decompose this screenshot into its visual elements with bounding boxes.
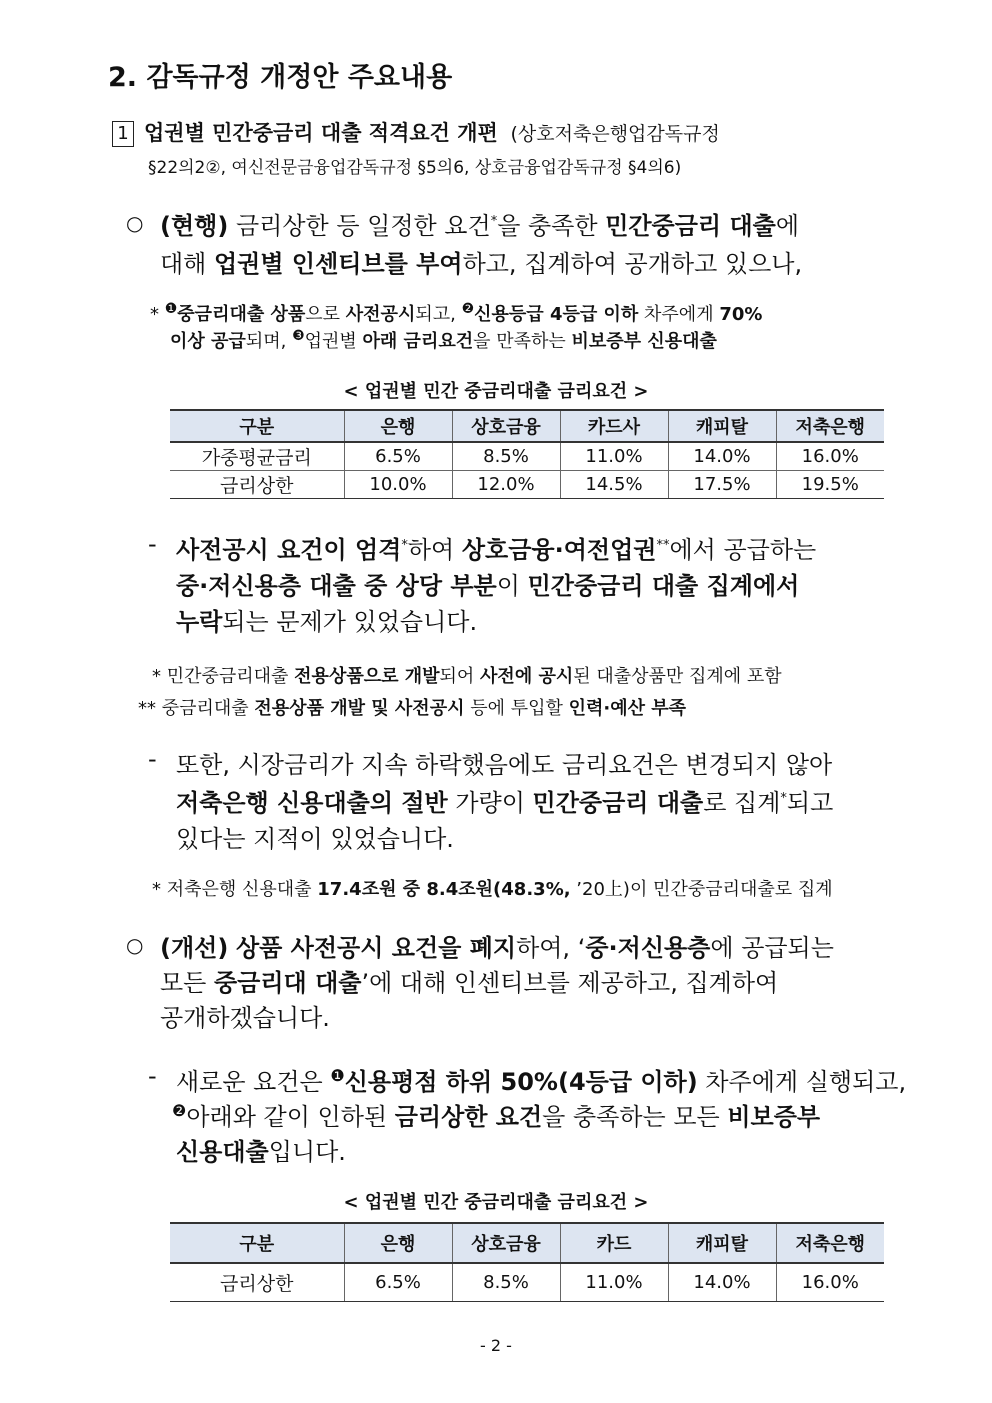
dash-text: 되는 문제가 있었습니다. — [222, 608, 478, 636]
note-bold: 전용상품 개발 및 사전공시 — [254, 698, 465, 719]
table-header-row — [170, 1223, 884, 1263]
table-cell: 14.5% — [560, 471, 668, 499]
dash3-bullet: - — [148, 1062, 157, 1090]
note4 — [152, 875, 833, 901]
current-tag: (현행) — [160, 212, 229, 240]
note-text: 저축은행 신용대출 — [166, 879, 318, 900]
note1-line2 — [170, 327, 717, 353]
item-number-box: 1 — [112, 121, 134, 147]
dash-text: 에서 공급하는 — [669, 536, 817, 564]
note-text: 업권별 — [304, 331, 363, 352]
note-star: * — [152, 879, 161, 900]
dash-text: 아래와 같이 인하된 — [186, 1103, 395, 1131]
current-text: 에 — [775, 212, 800, 240]
dash3-line2 — [172, 1097, 820, 1132]
table-header-cell: 은행 — [344, 410, 452, 442]
current-text: 대해 — [160, 250, 214, 278]
dash2-line3: 있다는 지적이 있었습니다. — [176, 825, 454, 853]
dash-bold: 상호금융·여전업권 — [461, 536, 657, 564]
note-text: 등에 투입할 — [464, 698, 569, 719]
dash-text: 차주에게 실행되고, — [697, 1068, 907, 1096]
note-text: 을 만족하는 — [473, 331, 572, 352]
note-text: 민간중금리대출 — [166, 666, 295, 687]
note1-line1 — [150, 300, 762, 326]
improve-text: ’에 대해 인센티브를 제공하고, 집계하여 — [361, 969, 779, 997]
table-header-cell: 은행 — [344, 1223, 452, 1263]
improve-tag: (개선) — [160, 934, 229, 962]
note-text: 중금리대출 — [161, 698, 255, 719]
improve-bold: 폐지 — [469, 934, 517, 962]
note-bold: 사전공시 — [345, 304, 416, 325]
table-header-cell: 캐피탈 — [668, 1223, 776, 1263]
table-header-cell: 캐피탈 — [668, 410, 776, 442]
table-header-cell: 저축은행 — [776, 1223, 884, 1263]
dash-bold: 비보증부 — [727, 1103, 821, 1131]
note-bold: 17.4조원 중 8.4조원(48.3%, — [317, 879, 571, 900]
note2 — [152, 662, 782, 688]
table-cell: 10.0% — [344, 471, 452, 499]
note-star: * — [152, 666, 161, 687]
current-line1 — [160, 206, 799, 241]
section-title: 2. 감독규정 개정안 주요내용 — [108, 62, 453, 93]
current-bold: 업권별 인센티브를 부여 — [214, 250, 463, 278]
footnote-mark: * — [780, 791, 787, 806]
note-text: 차주에게 — [638, 304, 720, 325]
current-text: 을 충족한 — [497, 212, 606, 240]
marker-3-icon: ❸ — [292, 328, 305, 344]
marker-2-icon: ❷ — [461, 301, 475, 317]
table-cell: 16.0% — [776, 442, 884, 471]
dash-text: 하여 — [407, 536, 462, 564]
footnote-mark: * — [490, 214, 498, 229]
dash-bold: 누락 — [176, 608, 223, 636]
improve-line2 — [160, 963, 778, 998]
table-cell: 14.0% — [668, 442, 776, 471]
current-text: 금리상한 등 일정한 요건 — [235, 212, 491, 240]
current-bullet: ○ — [126, 211, 144, 235]
table-row — [170, 442, 884, 471]
dash-text: 되고 — [786, 789, 834, 817]
dash-text: 을 충족하는 모든 — [542, 1103, 728, 1131]
dash2-line1: 또한, 시장금리가 지속 하락했음에도 금리요건은 변경되지 않아 — [176, 751, 833, 779]
dash-text: 새로운 요건은 — [176, 1068, 331, 1096]
note-text: ’20上)이 민간중금리대출로 집계 — [570, 879, 833, 900]
rate-table-2 — [170, 1222, 884, 1302]
table-cell: 12.0% — [452, 471, 560, 499]
improve-bold: 상품 사전공시 요건을 — [235, 934, 470, 962]
marker-1-icon: ❶ — [164, 301, 178, 317]
dash3-line1 — [176, 1062, 906, 1097]
dash1-line2 — [176, 566, 799, 601]
dash-bold: 저축은행 신용대출의 절반 — [176, 789, 448, 817]
note-bold: 전용상품으로 개발 — [294, 666, 440, 687]
footnote-mark: * — [401, 538, 408, 553]
table-cell: 8.5% — [452, 442, 560, 471]
improve-bold: 중금리대 대출 — [214, 969, 362, 997]
current-text: 하고, 집계하여 공개하고 있으나, — [462, 250, 803, 278]
note-bold: 70% — [719, 304, 763, 325]
table-cell: 19.5% — [776, 471, 884, 499]
dash-bold: 금리상한 요건 — [394, 1103, 543, 1131]
dash2-line2 — [176, 783, 833, 818]
page-number: - 2 - — [480, 1336, 512, 1355]
table-row — [170, 471, 884, 499]
table2-caption: < 업권별 민간 중금리대출 금리요건 > — [343, 1192, 649, 1213]
table-cell: 11.0% — [560, 442, 668, 471]
dash-text: 로 집계 — [703, 789, 781, 817]
note-text: 된 대출상품만 집계에 포함 — [573, 666, 782, 687]
table-cell: 14.0% — [668, 1263, 776, 1301]
table1-caption: < 업권별 민간 중금리대출 금리요건 > — [343, 381, 649, 402]
table-header-cell: 상호금융 — [452, 1223, 560, 1263]
dash1-line3 — [176, 602, 477, 637]
note-text: 되고, — [415, 304, 462, 325]
note-bold: 인력·예산 부족 — [568, 698, 687, 719]
marker-1-icon: ❶ — [330, 1066, 345, 1085]
note-bold: 중금리대출 상품 — [177, 304, 306, 325]
note-text: 되어 — [439, 666, 481, 687]
table-cell: 가중평균금리 — [170, 442, 344, 471]
table-header-row — [170, 410, 884, 442]
note-text: 되며, — [245, 331, 293, 352]
note-bold: 신용등급 4등급 이하 — [474, 304, 639, 325]
dash-bold: 신용대출 — [176, 1138, 269, 1166]
note-bold: 비보증부 신용대출 — [571, 331, 717, 352]
dash-text: 입니다. — [268, 1138, 346, 1166]
note-bold: 이상 공급 — [170, 331, 246, 352]
dash-bold: 신용평점 하위 50%(4등급 이하) — [344, 1068, 698, 1096]
note3 — [138, 694, 686, 720]
improve-bold: 중·저신용층 — [585, 934, 711, 962]
improve-line1 — [160, 928, 834, 963]
current-bold: 민간중금리 대출 — [605, 212, 776, 240]
improve-text: 하여, ‘ — [516, 934, 586, 962]
improve-text: 에 공급되는 — [710, 934, 834, 962]
item-title: 업권별 민간중금리 대출 적격요건 개편 — [144, 121, 498, 145]
table-header-cell: 카드 — [560, 1223, 668, 1263]
dash3-line3 — [176, 1132, 346, 1167]
dash1-bullet: - — [148, 530, 157, 558]
marker-2-icon: ❷ — [172, 1101, 187, 1120]
table-cell: 8.5% — [452, 1263, 560, 1301]
table-header-cell: 상호금융 — [452, 410, 560, 442]
dash-text: 가량이 — [447, 789, 533, 817]
table-cell: 금리상한 — [170, 1263, 344, 1301]
note-bold: 아래 금리요건 — [362, 331, 474, 352]
note-star: * — [150, 304, 159, 325]
table-header-cell: 구분 — [170, 1223, 344, 1263]
current-line2 — [160, 244, 802, 279]
dash-bold: 중·저신용층 대출 중 상당 부분 — [176, 572, 497, 600]
table-header-cell: 저축은행 — [776, 410, 884, 442]
dash-bold: 민간중금리 대출 — [532, 789, 704, 817]
table-header-cell: 카드사 — [560, 410, 668, 442]
item-heading — [112, 117, 720, 147]
dash2-bullet: - — [148, 745, 157, 773]
table-cell: 6.5% — [344, 1263, 452, 1301]
item-ref-line1: (상호저축은행업감독규정 — [510, 123, 720, 145]
note-bold: 사전에 공시 — [480, 666, 574, 687]
item-ref-line2: §22의2②, 여신전문금융업감독규정 §5의6, 상호금융업감독규정 §4의6) — [148, 158, 682, 178]
dash-text: 이 — [496, 572, 528, 600]
dash1-line1 — [176, 530, 816, 565]
table-cell: 16.0% — [776, 1263, 884, 1301]
dash-bold: 민간중금리 대출 집계에서 — [527, 572, 800, 600]
footnote-mark: ** — [656, 538, 670, 553]
table-cell: 17.5% — [668, 471, 776, 499]
table-row — [170, 1263, 884, 1301]
table-header-cell: 구분 — [170, 410, 344, 442]
dash-bold: 사전공시 요건이 엄격 — [176, 536, 402, 564]
table-cell: 11.0% — [560, 1263, 668, 1301]
table-cell: 금리상한 — [170, 471, 344, 499]
rate-table-1 — [170, 409, 884, 499]
improve-line3: 공개하겠습니다. — [160, 1004, 330, 1032]
note-text: 으로 — [305, 304, 346, 325]
table-cell: 6.5% — [344, 442, 452, 471]
note-star: ** — [138, 698, 156, 719]
improve-text: 모든 — [160, 969, 214, 997]
improve-bullet: ○ — [126, 933, 144, 957]
